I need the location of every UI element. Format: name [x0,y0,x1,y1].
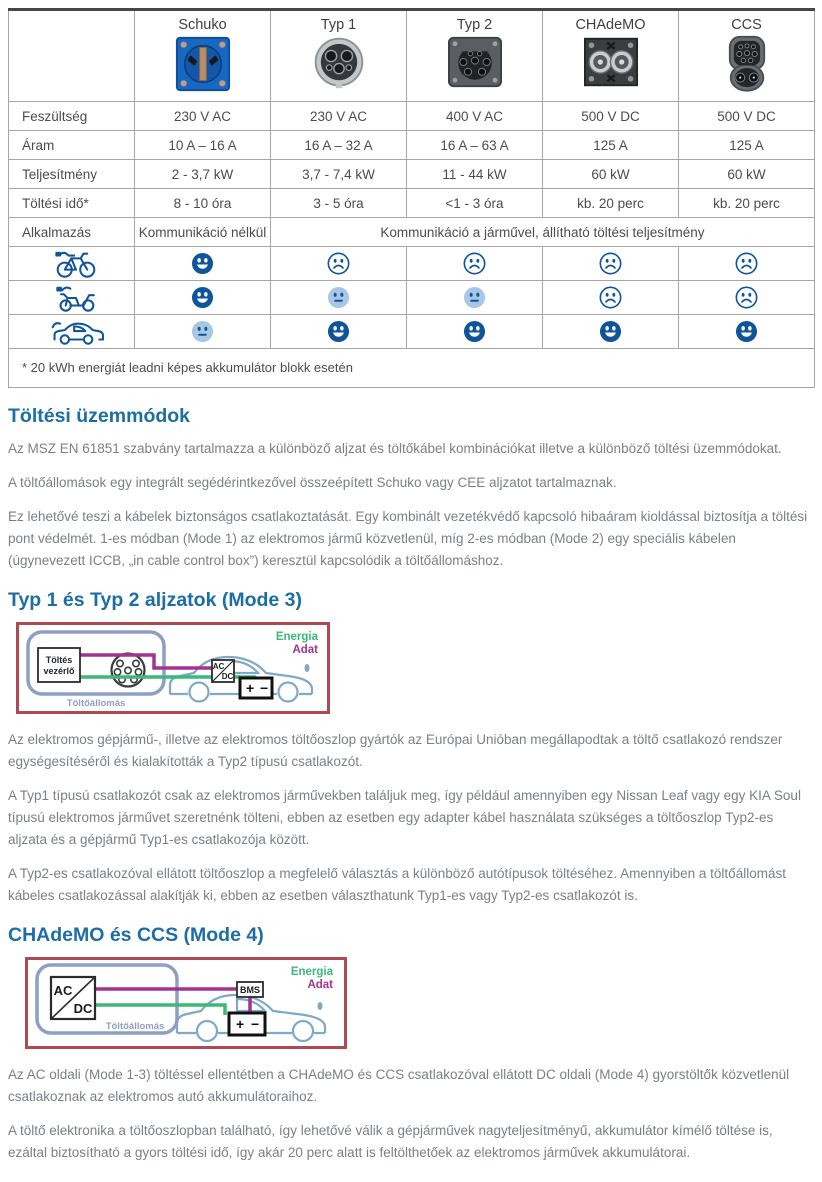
rating-smiley-icon [735,252,758,275]
svg-text:Töltés: Töltés [45,655,73,665]
connector-name: CCS [731,17,762,33]
svg-text:Töltőállomás: Töltőállomás [105,1021,165,1032]
rating-cell [135,247,271,281]
spec-value: 125 A [543,131,679,160]
rating-cell [543,315,679,349]
spec-value: 8 - 10 óra [135,189,271,218]
connector-name: Typ 1 [320,17,357,33]
spec-value: 400 V AC [407,102,543,131]
rating-cell [543,247,679,281]
application-row-scooter [9,281,815,315]
chademo-connector-image [544,35,677,89]
table-corner-cell [9,10,135,102]
connector-column-typ1 [271,10,407,102]
rating-smiley-icon [463,320,486,343]
table-footnote: * 20 kWh energiát leadni képes akkumulátor blokk esetén [9,349,815,388]
rating-smiley-icon [191,252,214,275]
rating-smiley-icon [463,252,486,275]
spec-row-teljesitmeny [9,160,815,189]
spec-value: 230 V AC [135,102,271,131]
car-icon [9,315,135,349]
application-header-row [9,218,815,247]
spec-value: 500 V DC [679,102,815,131]
connector-name: Schuko [178,17,227,33]
spec-value: 16 A – 63 A [407,131,543,160]
spec-value: 2 - 3,7 kW [135,160,271,189]
spec-row-feszultseg [9,102,815,131]
typ1-connector-image [272,35,405,91]
rating-cell [679,247,815,281]
paragraph: Az MSZ EN 61851 szabvány tartalmazza a különböző aljzat és töltőkábel kombinációkat illetve a különböző töltési üzemmódokat. [8,441,782,456]
rating-cell [135,281,271,315]
spec-value: kb. 20 perc [679,189,815,218]
rating-smiley-icon [735,320,758,343]
no-communication-header: Kommunikáció nélkül [135,218,271,247]
svg-text:AC: AC [53,983,73,998]
rating-smiley-icon [735,286,758,309]
paragraph: A töltőállomások egy integrált segédérintkezővel összeépített Schuko vagy CEE aljzatot tartalmaznak. [8,475,617,490]
svg-text:Energia: Energia [275,631,318,643]
paragraph: A Typ1 típusú csatlakozót csak az elektromos járművekben találjuk meg, így például amennyiben egy Nissan Leaf vagy egy KIA Soul típusú elektromos járművet szeretnénk tölteni, ebben az esetben egy adapter kábel használata szükséges a töltőoszlop Typ2-es aljzata és a gépjármű Typ1-es csatlakozója között. [8,788,801,847]
paragraph: A töltő elektronika a töltőoszlopban található, így lehetővé válik a gépjárművek nagyteljesítményű, akkumulátor kímélő töltése is, ezáltal biztosítható a gyors töltési idő, így akár 20 perc alatt is feltölthetőek az elektromos járművek akkumulátorai. [8,1123,773,1160]
spec-row-toltesi-ido [9,189,815,218]
connector-spec-table [8,8,815,388]
spec-label: Töltési idő* [9,189,135,218]
rating-smiley-icon [327,320,350,343]
paragraph: Az elektromos gépjármű-, illetve az elektromos töltőoszlop gyártók az Európai Unióban megállapodtak a töltő csatlakozó rendszer egységesítéséről és kialakították a Typ2 típusú csatlakozót. [8,732,783,769]
application-label: Alkalmazás [9,218,135,247]
rating-cell [271,281,407,315]
connector-name: Typ 2 [456,17,493,33]
rating-cell [271,315,407,349]
spec-label: Feszültség [9,102,135,131]
paragraph: Ez lehetővé teszi a kábelek biztonságos csatlakoztatását. Egy kombinált vezetékvédő kapcsoló hibaáram kioldással biztosítja a töltési pont védelmét. 1-es módban (Mode 1) az elektromos jármű közvetlenül, míg 2-es módban (Mode 2) egy speciális kábelen (úgynevezett ICCB, „in cable control box”) keresztül kapcsolódik a töltőállomáshoz. [8,509,808,568]
svg-text:Energia: Energia [290,966,333,978]
connector-name: CHAdeMO [575,17,646,33]
section-title-mode4: CHAdeMO és CCS (Mode 4) [8,924,264,946]
rating-cell [679,315,815,349]
spec-label: Teljesítmény [9,160,135,189]
rating-cell [271,247,407,281]
svg-text:+: + [236,1016,245,1032]
connector-column-ccs [679,10,815,102]
ccs-connector-image [680,35,813,93]
rating-smiley-icon [191,286,214,309]
mode4-diagram [25,957,814,1049]
rating-cell [679,281,815,315]
spec-row-aram [9,131,815,160]
rating-cell [407,247,543,281]
scooter-icon [9,281,135,315]
connector-column-typ2 [407,10,543,102]
mode3-diagram [16,622,814,714]
svg-text:Adat: Adat [307,979,333,991]
spec-value: 10 A – 16 A [135,131,271,160]
spec-value: 3 - 5 óra [271,189,407,218]
spec-value: 60 kW [679,160,815,189]
paragraph: Az AC oldali (Mode 1-3) töltéssel ellentétben a CHAdeMO és CCS csatlakozóval ellátott DC oldali (Mode 4) gyorstöltők közvetlenül csatlakoznak az elektromos autó akkumulátoraihoz. [8,1067,790,1104]
spec-value: 11 - 44 kW [407,160,543,189]
rating-cell [543,281,679,315]
rating-smiley-icon [191,320,214,343]
paragraph: A Typ2-es csatlakozóval ellátott töltőoszlop a megfelelő választás a különböző autótípusok töltéséhez. Amennyiben a töltőállomást kábeles csatlakozással alakítják ki, ebben az esetben választhatunk Typ1-es vagy Typ2-es csatlakozót is. [8,866,786,903]
rating-cell [407,315,543,349]
svg-text:vezérlő: vezérlő [43,666,75,676]
spec-value: 16 A – 32 A [271,131,407,160]
svg-text:Adat: Adat [292,644,318,656]
rating-smiley-icon [599,286,622,309]
spec-value: kb. 20 perc [543,189,679,218]
bicycle-icon [9,247,135,281]
section-title-mode3: Typ 1 és Typ 2 aljzatok (Mode 3) [8,589,303,611]
spec-label: Áram [9,131,135,160]
communication-header: Kommunikáció a járművel, állítható töltési teljesítmény [271,218,815,247]
rating-cell [407,281,543,315]
spec-value: 3,7 - 7,4 kW [271,160,407,189]
application-row-car [9,315,815,349]
rating-smiley-icon [463,286,486,309]
spec-value: 230 V AC [271,102,407,131]
spec-value: <1 - 3 óra [407,189,543,218]
schuko-connector-image [136,35,269,93]
rating-smiley-icon [327,286,350,309]
connector-header-row [9,10,815,102]
rating-smiley-icon [599,252,622,275]
svg-text:−: − [260,680,269,696]
application-row-bicycle [9,247,815,281]
spec-value: 60 kW [543,160,679,189]
svg-text:+: + [246,680,255,696]
svg-text:DC: DC [221,672,234,681]
svg-text:AC: AC [212,662,225,671]
spec-value: 500 V DC [543,102,679,131]
svg-text:BMS: BMS [240,985,260,995]
rating-smiley-icon [327,252,350,275]
svg-text:DC: DC [73,1001,93,1016]
section-title-modes: Töltési üzemmódok [8,405,191,427]
connector-column-chademo [543,10,679,102]
rating-smiley-icon [599,320,622,343]
typ2-connector-image [408,35,541,89]
connector-column-schuko [135,10,271,102]
table-footnote-row [9,349,815,388]
svg-text:Töltőállomás: Töltőállomás [66,698,126,709]
svg-text:−: − [251,1016,260,1032]
rating-cell [135,315,271,349]
spec-value: 125 A [679,131,815,160]
